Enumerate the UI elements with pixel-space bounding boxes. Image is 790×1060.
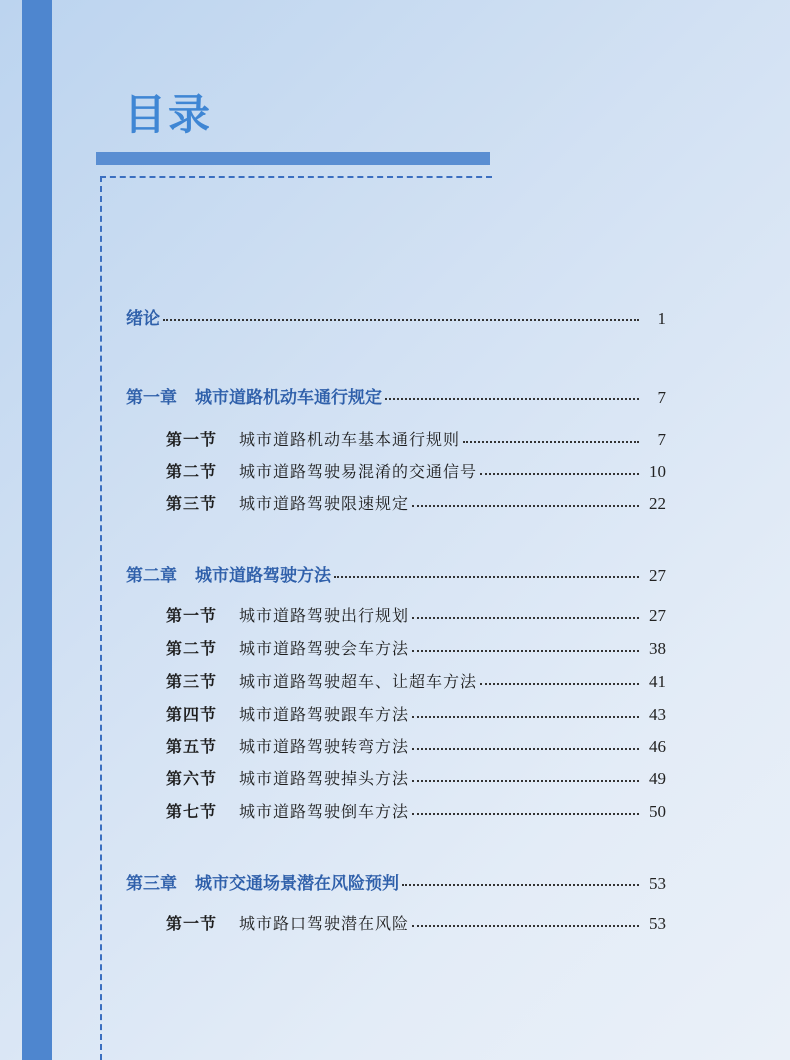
dot-leader bbox=[412, 650, 639, 652]
toc-entry-page: 53 bbox=[649, 874, 666, 893]
toc-entry-page: 49 bbox=[649, 769, 666, 788]
toc-entry-title: 城市道路驾驶出行规划 bbox=[239, 606, 410, 625]
toc-entry-page: 27 bbox=[649, 606, 666, 625]
toc-entry-page: 43 bbox=[649, 705, 666, 724]
toc-entry-page: 50 bbox=[649, 802, 666, 821]
dot-leader bbox=[412, 748, 639, 750]
dashed-frame-left bbox=[100, 176, 102, 1060]
dot-leader bbox=[412, 925, 639, 927]
toc-entry-section[interactable] bbox=[166, 734, 666, 757]
toc-entry-section[interactable] bbox=[166, 427, 666, 450]
dot-leader bbox=[402, 884, 639, 886]
toc-entry-label: 第二章 bbox=[126, 566, 177, 586]
dot-leader bbox=[412, 617, 639, 619]
toc-entry-section[interactable] bbox=[166, 911, 666, 934]
toc-entry-title: 城市道路驾驶方法 bbox=[195, 566, 331, 586]
toc-entry-label: 第六节 bbox=[166, 769, 218, 788]
toc-entry-title: 城市道路机动车基本通行规则 bbox=[239, 430, 461, 449]
dot-leader bbox=[412, 716, 639, 718]
toc-entry-title: 城市道路驾驶易混淆的交通信号 bbox=[239, 462, 478, 481]
toc-entry-section[interactable] bbox=[166, 799, 666, 822]
title-underline-bar bbox=[96, 152, 490, 165]
toc-entry-section[interactable] bbox=[166, 702, 666, 725]
toc-entry-title: 城市道路驾驶跟车方法 bbox=[239, 705, 410, 724]
toc-entry-title: 城市道路驾驶会车方法 bbox=[239, 639, 410, 658]
toc-entry-title: 城市道路机动车通行规定 bbox=[195, 388, 382, 408]
dot-leader bbox=[412, 813, 639, 815]
toc-entry-label: 第一节 bbox=[166, 430, 218, 449]
toc-entry-title: 城市道路驾驶掉头方法 bbox=[239, 769, 410, 788]
toc-entry-chapter-1[interactable] bbox=[126, 383, 666, 408]
toc-entry-title: 城市交通场景潜在风险预判 bbox=[195, 874, 399, 894]
toc-entry-label: 第四节 bbox=[166, 705, 218, 724]
dot-leader bbox=[412, 780, 639, 782]
dot-leader bbox=[463, 441, 639, 443]
toc-entry-section[interactable] bbox=[166, 669, 666, 692]
toc-entry-section[interactable] bbox=[166, 459, 666, 482]
toc-entry-title: 城市道路驾驶倒车方法 bbox=[239, 802, 410, 821]
toc-entry-label: 第二节 bbox=[166, 639, 218, 658]
toc-entry-section[interactable] bbox=[166, 766, 666, 789]
toc-entry-title: 城市道路驾驶超车、让超车方法 bbox=[239, 672, 478, 691]
toc-entry-page: 53 bbox=[649, 914, 666, 933]
toc-entry-label: 第三节 bbox=[166, 672, 218, 691]
toc-entry-chapter-3[interactable] bbox=[126, 869, 666, 894]
toc-entry-section[interactable] bbox=[166, 636, 666, 659]
toc-entry-label: 第五节 bbox=[166, 737, 218, 756]
toc-entry-label: 第二节 bbox=[166, 462, 218, 481]
toc-entry-page: 41 bbox=[649, 672, 666, 691]
dashed-frame-top bbox=[100, 176, 492, 178]
toc-entry-page: 7 bbox=[657, 388, 666, 407]
page-title: 目录 bbox=[124, 90, 213, 139]
toc-entry-page: 27 bbox=[649, 566, 666, 585]
dot-leader bbox=[385, 398, 639, 400]
toc-entry-label: 第一节 bbox=[166, 914, 218, 933]
toc-entry-title: 城市路口驾驶潜在风险 bbox=[239, 914, 410, 933]
dot-leader bbox=[412, 505, 639, 507]
toc-entry-section[interactable] bbox=[166, 603, 666, 626]
toc-entry-label: 第三节 bbox=[166, 494, 218, 513]
toc-entry-title: 绪论 bbox=[126, 309, 160, 329]
toc-entry-page: 46 bbox=[649, 737, 666, 756]
dot-leader bbox=[163, 319, 639, 321]
toc-entry-page: 38 bbox=[649, 639, 666, 658]
dot-leader bbox=[480, 473, 639, 475]
toc-entry-title: 城市道路驾驶限速规定 bbox=[239, 494, 410, 513]
dot-leader bbox=[334, 576, 639, 578]
side-color-bar bbox=[22, 0, 52, 1060]
toc-entry-intro[interactable] bbox=[126, 304, 666, 329]
toc-entry-title: 城市道路驾驶转弯方法 bbox=[239, 737, 410, 756]
toc-entry-label: 第七节 bbox=[166, 802, 218, 821]
toc-entry-section[interactable] bbox=[166, 491, 666, 514]
toc-entry-page: 1 bbox=[657, 309, 666, 328]
toc-entry-page: 22 bbox=[649, 494, 666, 513]
toc-entry-page: 7 bbox=[657, 430, 666, 449]
toc-entry-label: 第一节 bbox=[166, 606, 218, 625]
toc-entry-label: 第一章 bbox=[126, 388, 177, 408]
toc-entry-label: 第三章 bbox=[126, 874, 177, 894]
toc-entry-chapter-2[interactable] bbox=[126, 561, 666, 586]
dot-leader bbox=[480, 683, 639, 685]
toc-entry-page: 10 bbox=[649, 462, 666, 481]
